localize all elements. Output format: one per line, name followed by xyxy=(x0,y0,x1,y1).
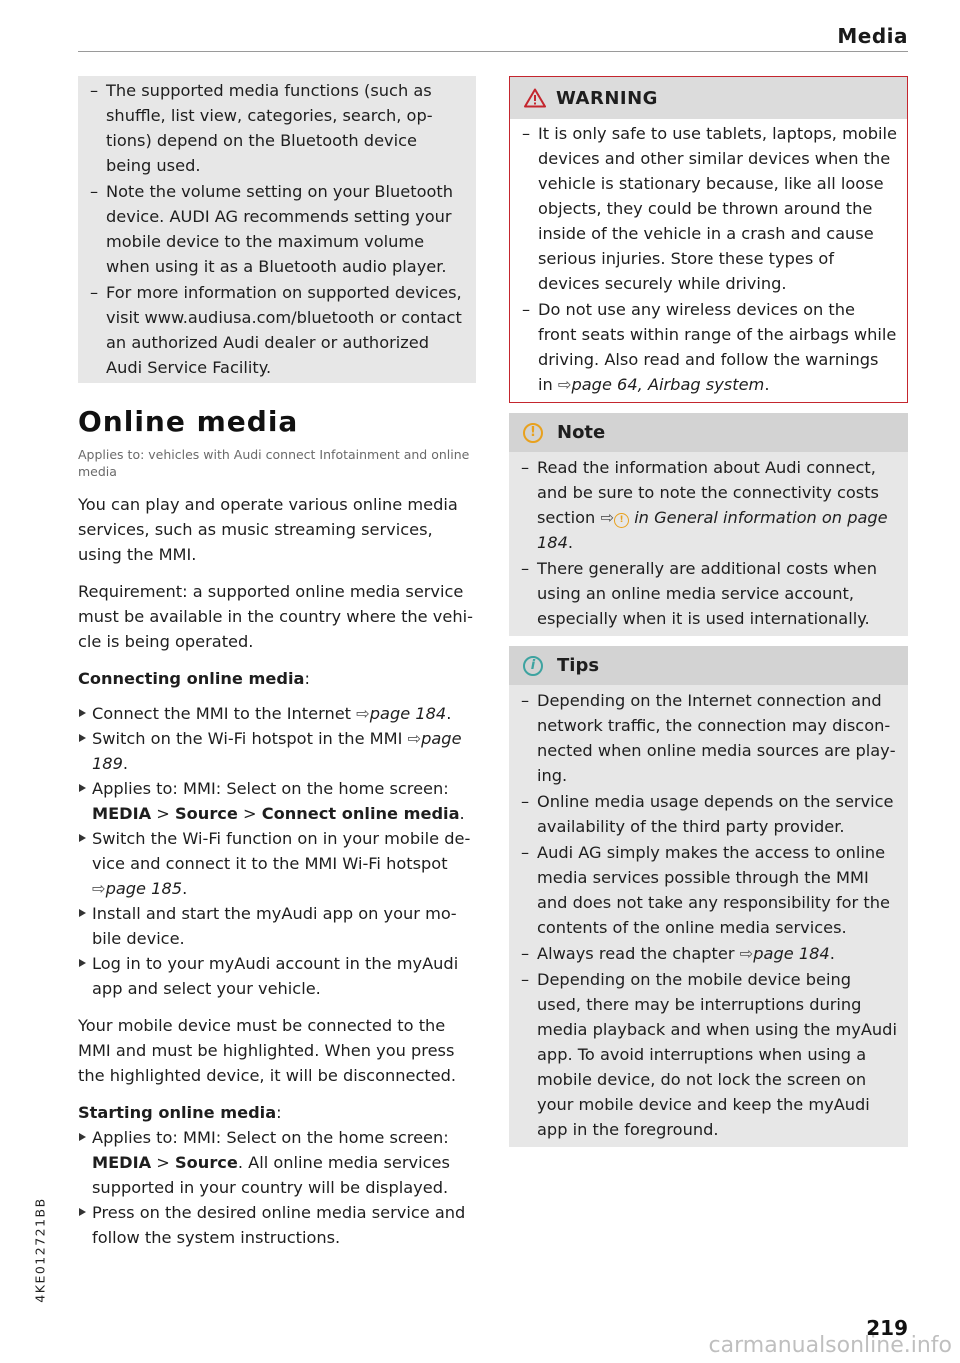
note-list xyxy=(509,455,898,631)
step-text: Applies to: MMI: Select on the home screen: xyxy=(92,1128,449,1147)
warning-label: WARNING xyxy=(556,87,658,109)
applies-to-note: Applies to: vehicles with Audi connect Infotainment and online media xyxy=(78,447,470,479)
exclamation-circle-icon: ! xyxy=(614,513,629,528)
intro-notes-box xyxy=(78,76,476,383)
list-item: – Note the volume setting on your Bluetooth device. AUDI AG recommends setting your mobile device to the maximum volume when using it as a Bluetooth audio player. xyxy=(78,179,462,279)
page-ref-link[interactable]: page 189 xyxy=(92,729,462,773)
step-item: Connect the MMI to the Internet ⇨page 184. xyxy=(78,701,476,726)
note-body xyxy=(509,452,908,636)
arrow-right-icon: ⇨ xyxy=(739,944,754,963)
warning-list xyxy=(510,121,897,397)
step-item: Log in to your myAudi account in the myAudi app and select your vehicle. xyxy=(78,951,476,1001)
page-ref-link[interactable]: page 184 xyxy=(369,704,447,723)
document-code xyxy=(30,1170,50,1330)
subheading-connecting: Connecting online media: xyxy=(78,669,310,688)
warning-triangle-icon xyxy=(524,88,546,108)
info-circle-icon: i xyxy=(523,656,543,676)
list-item: – Read the information about Audi connect, and be sure to note the connectivity costs section ⇨ ! in General information on page 184. xyxy=(509,455,898,555)
menu-path-source: Source xyxy=(175,1153,238,1172)
warning-body xyxy=(510,119,907,402)
tips-header xyxy=(509,646,908,685)
page-ref-link[interactable]: page 64, Airbag system xyxy=(571,375,765,394)
paragraph: You can play and operate various online media services, such as music streaming services, using the MMI. xyxy=(78,495,458,564)
list-item: – Always read the chapter ⇨page 184. xyxy=(509,941,898,966)
starting-steps xyxy=(78,1125,476,1250)
arrow-right-icon: ⇨ xyxy=(92,879,106,898)
tips-list xyxy=(509,688,898,1142)
page-number: 219 xyxy=(866,1316,908,1340)
arrow-right-icon: ⇨ xyxy=(356,704,370,723)
warning-box xyxy=(509,76,908,403)
arrow-right-icon: ⇨ xyxy=(407,729,422,748)
page-ref-link[interactable]: page 184 xyxy=(753,944,830,963)
step-item: Switch on the Wi-Fi hotspot in the MMI ⇨page 189. xyxy=(78,726,476,776)
connecting-steps xyxy=(78,701,476,1001)
menu-path-media: MEDIA xyxy=(92,804,152,823)
tips-box xyxy=(509,646,908,1147)
intro-list xyxy=(78,78,462,380)
header-rule xyxy=(78,51,908,52)
item-text: Do not use any wireless devices on the front seats within range of the airbags while driving. Also read and follow the warnings in xyxy=(538,300,897,394)
note-box xyxy=(509,413,908,636)
page-ref-link[interactable]: in General information on page 184 xyxy=(537,508,888,552)
step-item: Switch the Wi-Fi function on in your mobile device and connect it to the MMI Wi-Fi hotspot ⇨page 185. xyxy=(78,826,476,901)
list-item: – For more information on supported devices, visit www.audiusa.com/bluetooth or contact an authorized Audi dealer or authorized Audi Service Facility. xyxy=(78,280,462,380)
step-text: Applies to: MMI: Select on the home screen: xyxy=(92,779,449,798)
left-column xyxy=(78,76,476,1250)
tips-label: Tips xyxy=(557,655,600,676)
step-item: Install and start the myAudi app on your mobile device. xyxy=(78,901,476,951)
step-item: Press on the desired online media service and follow the system instructions. xyxy=(78,1200,476,1250)
subheading-starting: Starting online media: xyxy=(78,1103,282,1122)
note-header xyxy=(509,413,908,452)
running-header: Media xyxy=(837,24,908,48)
menu-path-connect: Connect online media xyxy=(261,804,460,823)
watermark: carmanualsonline.info xyxy=(708,1333,952,1358)
item-text: Read the information about Audi connect, and be sure to note the connectivity costs section xyxy=(537,458,879,527)
menu-path-source: Source xyxy=(175,804,238,823)
list-item: – The supported media functions (such as shuffle, list view, categories, search, options) depend on the Bluetooth device being used. xyxy=(78,78,462,178)
arrow-right-icon: ⇨ xyxy=(600,508,615,527)
note-label: Note xyxy=(557,422,606,443)
step-item: Applies to: MMI: Select on the home screen: MEDIA > Source > Connect online media. xyxy=(78,776,476,826)
list-item: – Online media usage depends on the service availability of the third party provider. xyxy=(509,789,898,839)
subheading-text: Starting online media xyxy=(78,1103,277,1122)
list-item: – Audi AG simply makes the access to online media services possible through the MMI and does not take any responsibility for the contents of the online media services. xyxy=(509,840,898,940)
step-item: Applies to: MMI: Select on the home screen: MEDIA > Source. All online media services supported in your country will be displayed. xyxy=(78,1125,476,1200)
step-text: Switch on the Wi-Fi hotspot in the MMI xyxy=(92,729,408,748)
tips-body xyxy=(509,685,908,1147)
step-text: Connect the MMI to the Internet xyxy=(92,704,357,723)
list-item: – There generally are additional costs when using an online media service account, especially when it is used internationally. xyxy=(509,556,898,631)
step-text: Switch the Wi-Fi function on in your mobile device and connect it to the MMI Wi-Fi hotspot xyxy=(92,829,471,873)
right-column xyxy=(509,76,908,1147)
item-text: Always read the chapter xyxy=(537,944,740,963)
list-item: – Do not use any wireless devices on the front seats within range of the airbags while driving. Also read and follow the warnings in ⇨page 64, Airbag system. xyxy=(510,297,897,397)
paragraph: Requirement: a supported online media service must be available in the country where the vehicle is being operated. xyxy=(78,582,473,651)
warning-header xyxy=(510,77,907,119)
subheading-text: Connecting online media xyxy=(78,669,305,688)
paragraph: Your mobile device must be connected to the MMI and must be highlighted. When you press the highlighted device, it will be disconnected. xyxy=(78,1016,457,1085)
section-title: Online media xyxy=(78,405,299,438)
list-item: – It is only safe to use tablets, laptops, mobile devices and other similar devices when the vehicle is stationary because, like all loose objects, they could be thrown around the inside of the vehicle in a crash and cause serious injuries. Store these types of devices securely while driving. xyxy=(510,121,897,296)
document-code-text: 4KE012721BB xyxy=(32,1197,48,1303)
menu-path-media: MEDIA xyxy=(92,1153,152,1172)
list-item: – Depending on the mobile device being used, there may be interruptions during media playback and when using the myAudi app. To avoid interruptions when using a mobile device, do not lock the screen on your mobile device and keep the myAudi app in the foreground. xyxy=(509,967,898,1142)
arrow-right-icon: ⇨ xyxy=(557,375,572,394)
exclamation-circle-icon: ! xyxy=(523,423,543,443)
step-text: . All online media services supported in your country will be displayed. xyxy=(92,1153,450,1197)
page-ref-link[interactable]: page 185 xyxy=(105,879,183,898)
list-item: – Depending on the Internet connection and network traffic, the connection may disconnected when online media sources are playing. xyxy=(509,688,898,788)
